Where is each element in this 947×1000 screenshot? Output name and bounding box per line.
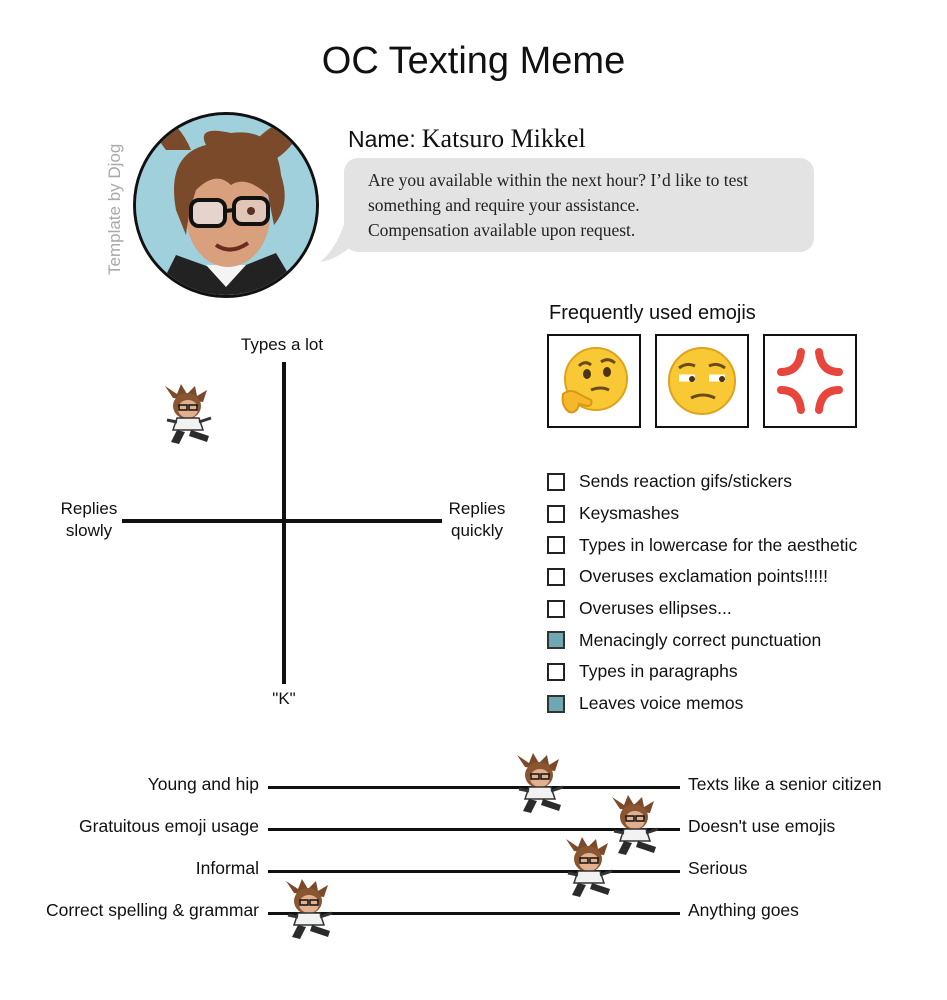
scale-label-right: Doesn't use emojis: [688, 816, 836, 836]
checkbox[interactable]: [547, 536, 565, 554]
name-label: Name:: [348, 126, 416, 152]
chibi-character-icon: [280, 879, 338, 941]
axis-label-left-line: slowly: [65, 521, 113, 540]
chibi-character-icon: [560, 837, 618, 899]
checklist-item[interactable]: [547, 593, 857, 625]
emoji-section-title: Frequently used emojis: [549, 302, 756, 324]
axis-label-top: Types a lot: [240, 335, 324, 354]
scale-chibi-marker[interactable]: [280, 879, 338, 946]
checklist-label: Keysmashes: [579, 503, 680, 524]
axis-horizontal: [122, 519, 442, 523]
checklist-label: Sends reaction gifs/stickers: [579, 471, 793, 492]
checkbox[interactable]: [547, 695, 565, 713]
checklist-label: Overuses ellipses...: [579, 598, 732, 619]
scale-label-left: Gratuitous emoji usage: [79, 816, 259, 836]
checklist-label: Types in lowercase for the aesthetic: [579, 534, 858, 555]
checklist-item[interactable]: [547, 688, 857, 720]
scale-label-right: Serious: [688, 858, 748, 878]
message-line: Are you available within the next hour? I’d like to test: [368, 170, 749, 190]
scale-chibi-marker[interactable]: [560, 837, 618, 904]
checklist-item[interactable]: [547, 498, 857, 530]
checklist-item[interactable]: [547, 529, 857, 561]
checklist-item[interactable]: [547, 561, 857, 593]
name-value: Katsuro Mikkel: [421, 124, 586, 153]
axis-label-right-line: Replies: [448, 499, 506, 518]
scale-chibi-marker[interactable]: [511, 753, 569, 820]
axis-label-right: [432, 498, 522, 542]
checkbox[interactable]: [547, 473, 565, 491]
anger-symbol-icon: [773, 344, 847, 418]
checklist-item[interactable]: [547, 624, 857, 656]
name-row: [348, 124, 586, 154]
thinking-face-icon: [557, 344, 631, 418]
scale-label-left: Correct spelling & grammar: [46, 900, 259, 920]
axis-label-right-line: quickly: [451, 521, 503, 540]
scale-line: [268, 786, 680, 789]
habit-checklist: [547, 466, 857, 720]
axis-chibi-marker[interactable]: [159, 384, 217, 451]
scale-label-right: Texts like a senior citizen: [688, 774, 882, 794]
checkbox[interactable]: [547, 568, 565, 586]
axis-label-left: [44, 498, 134, 542]
scale-label-right: Anything goes: [688, 900, 799, 920]
emoji-slot-1: [547, 334, 641, 428]
checklist-label: Overuses exclamation points!!!!!: [579, 566, 828, 587]
checklist-label: Types in paragraphs: [579, 661, 738, 682]
page-title: OC Texting Meme: [321, 40, 626, 82]
axis-label-left-line: Replies: [60, 499, 118, 518]
message-bubble: [344, 158, 814, 252]
checklist-item[interactable]: [547, 656, 857, 688]
message-line: Compensation available upon request.: [368, 220, 636, 240]
chibi-character-icon: [159, 384, 217, 446]
template-credit: Template by Djog: [105, 143, 124, 275]
message-line: something and require your assistance.: [368, 195, 640, 215]
unamused-face-icon: [665, 344, 739, 418]
scale-label-left: Informal: [195, 858, 259, 878]
emoji-slot-3: [763, 334, 857, 428]
checkbox[interactable]: [547, 663, 565, 681]
axis-vertical: [282, 362, 286, 684]
checkbox[interactable]: [547, 505, 565, 523]
checklist-item[interactable]: [547, 466, 857, 498]
checkbox[interactable]: [547, 600, 565, 618]
checkbox[interactable]: [547, 631, 565, 649]
character-avatar: [133, 112, 319, 298]
emoji-slot-2: [655, 334, 749, 428]
chibi-character-icon: [511, 753, 569, 815]
checklist-label: Menacingly correct punctuation: [579, 629, 822, 650]
axis-label-bottom: "K": [272, 689, 296, 708]
scale-label-left: Young and hip: [147, 774, 259, 794]
checklist-label: Leaves voice memos: [579, 693, 744, 714]
